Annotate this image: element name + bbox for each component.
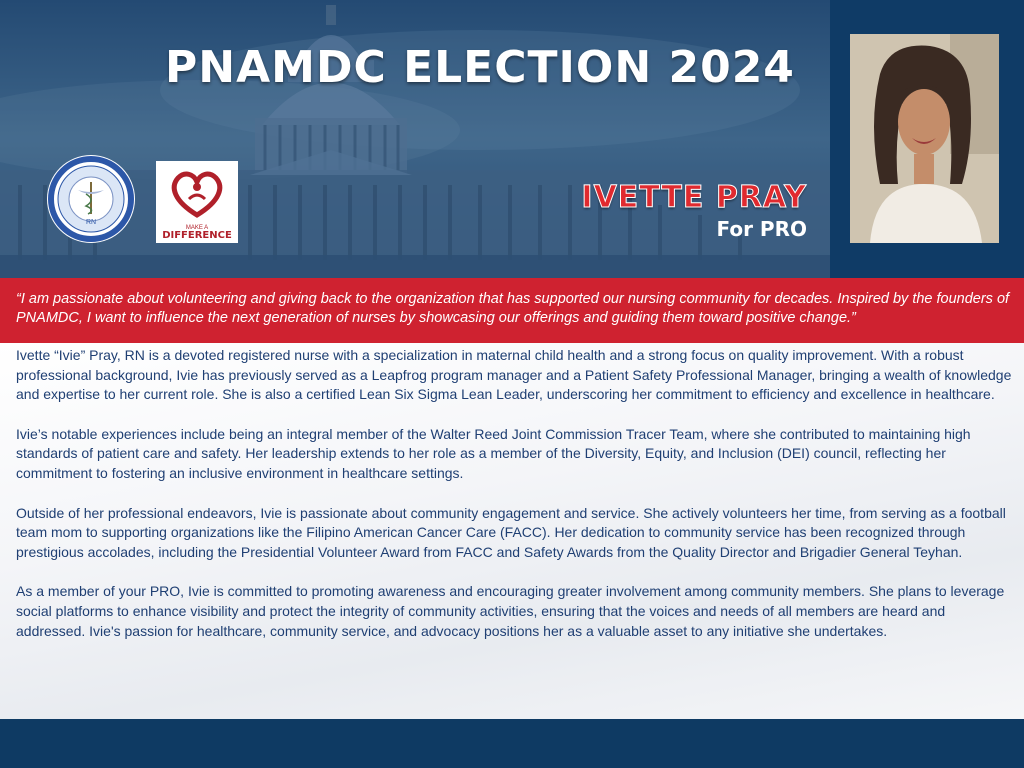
candidate-role: For PRO — [716, 217, 807, 241]
bio-paragraph: Ivette “Ivie” Pray, RN is a devoted registered nurse with a specialization in maternal child health and a strong focus on quality improvement. With a robust professional background, Ivie has previously served as a Leapfrog program manager and a Patient Safety Professional Manager, bringing a wealth of knowledge and expertise to her current role. She is also a certified Lean Six Sigma Lean Leader, underscoring her commitment to efficiency and excellence in healthcare. — [16, 347, 1012, 403]
svg-text:RN: RN — [85, 219, 97, 226]
candidate-photo — [850, 34, 999, 243]
candidate-quote: “I am passionate about volunteering and giving back to the organization that has supported our nursing community for decades. Inspired by the founders of PNAMDC, I want to influence the next generation of nurses by showcasing our offerings and guiding them toward positive change.” — [16, 291, 1010, 326]
election-title: PNAMDC ELECTION 2024 — [165, 42, 795, 93]
footer-bar — [0, 719, 1024, 768]
header-banner — [0, 0, 830, 278]
bio-paragraph: Ivie’s notable experiences include being an integral member of the Walter Reed Joint Commission Tracer Team, where she contributed to maintaining high standards of patient care and safety. Her leadership extends to her role as a member of the Diversity, Equity, and Inclusion (DEI) council, reflecting her commitment to fostering an inclusive environment in healthcare settings. — [16, 425, 971, 481]
portrait-image — [850, 34, 999, 243]
logo-caption: DIFFERENCE — [162, 230, 232, 241]
bio-paragraph: As a member of your PRO, Ivie is committed to promoting awareness and encouraging greater involvement among community members. She plans to leverage social platforms to enhance visibility and protect the integrity of community activities, ensuring that the voices and needs of all members are heard and addressed. Ivie's passion for healthcare, community service, and advocacy positions her as a valuable asset to any initiative she undertakes. — [16, 583, 1005, 639]
candidate-bio — [16, 346, 1012, 661]
logo-caption-top: MAKE A — [185, 225, 209, 231]
heart-icon — [156, 161, 238, 223]
pnamdc-seal-logo — [46, 154, 136, 244]
make-a-difference-logo — [156, 161, 238, 243]
bio-paragraph: Outside of her professional endeavors, Ivie is passionate about community engagement and service. She actively volunteers her time, from serving as a football team mom to supporting organizations like the Filipino American Cancer Care (FACC). Her dedication to community service has been recognized through prestigious accolades, including the Presidential Volunteer Award from FACC and Safety Awards from the Quality Director and Brigadier General Teyhan. — [16, 504, 1006, 560]
candidate-name: IVETTE PRAY — [581, 180, 807, 215]
